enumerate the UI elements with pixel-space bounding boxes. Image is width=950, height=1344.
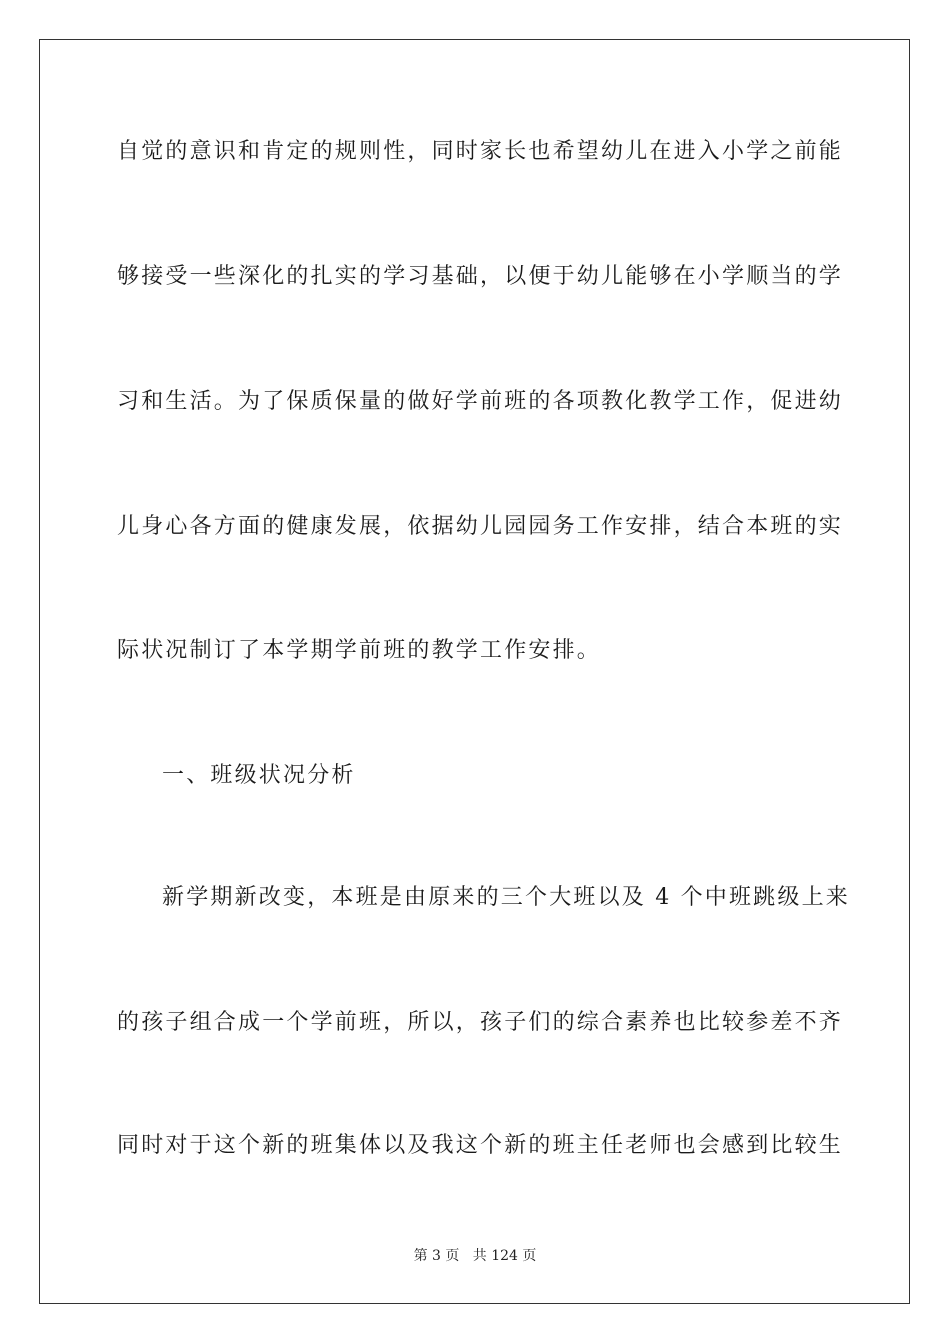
paragraph-line-1: 自觉的意识和肯定的规则性，同时家长也希望幼儿在进入小学之前能 bbox=[117, 139, 844, 164]
section-line-3: 同时对于这个新的班集体以及我这个新的班主任老师也会感到比较生 bbox=[117, 1133, 844, 1158]
paragraph-line-2: 够接受一些深化的扎实的学习基础，以便于幼儿能够在小学顺当的学 bbox=[117, 264, 844, 289]
page-border bbox=[39, 39, 910, 1304]
page-number: 第 3 页 bbox=[413, 1248, 460, 1264]
paragraph-line-3: 习和生活。为了保质保量的做好学前班的各项教化教学工作，促进幼 bbox=[117, 389, 844, 414]
paragraph-line-5: 际状况制订了本学期学前班的教学工作安排。 bbox=[117, 638, 602, 663]
section-heading: 一、班级状况分析 bbox=[162, 763, 356, 788]
page-footer bbox=[0, 1246, 950, 1266]
section-line-2: 的孩子组合成一个学前班，所以，孩子们的综合素养也比较参差不齐 bbox=[117, 1010, 844, 1035]
page-total: 共 124 页 bbox=[472, 1248, 537, 1264]
paragraph-line-4: 儿身心各方面的健康发展，依据幼儿园园务工作安排，结合本班的实 bbox=[117, 514, 844, 539]
section-line-1: 新学期新改变，本班是由原来的三个大班以及 4 个中班跳级上来 bbox=[162, 885, 850, 910]
